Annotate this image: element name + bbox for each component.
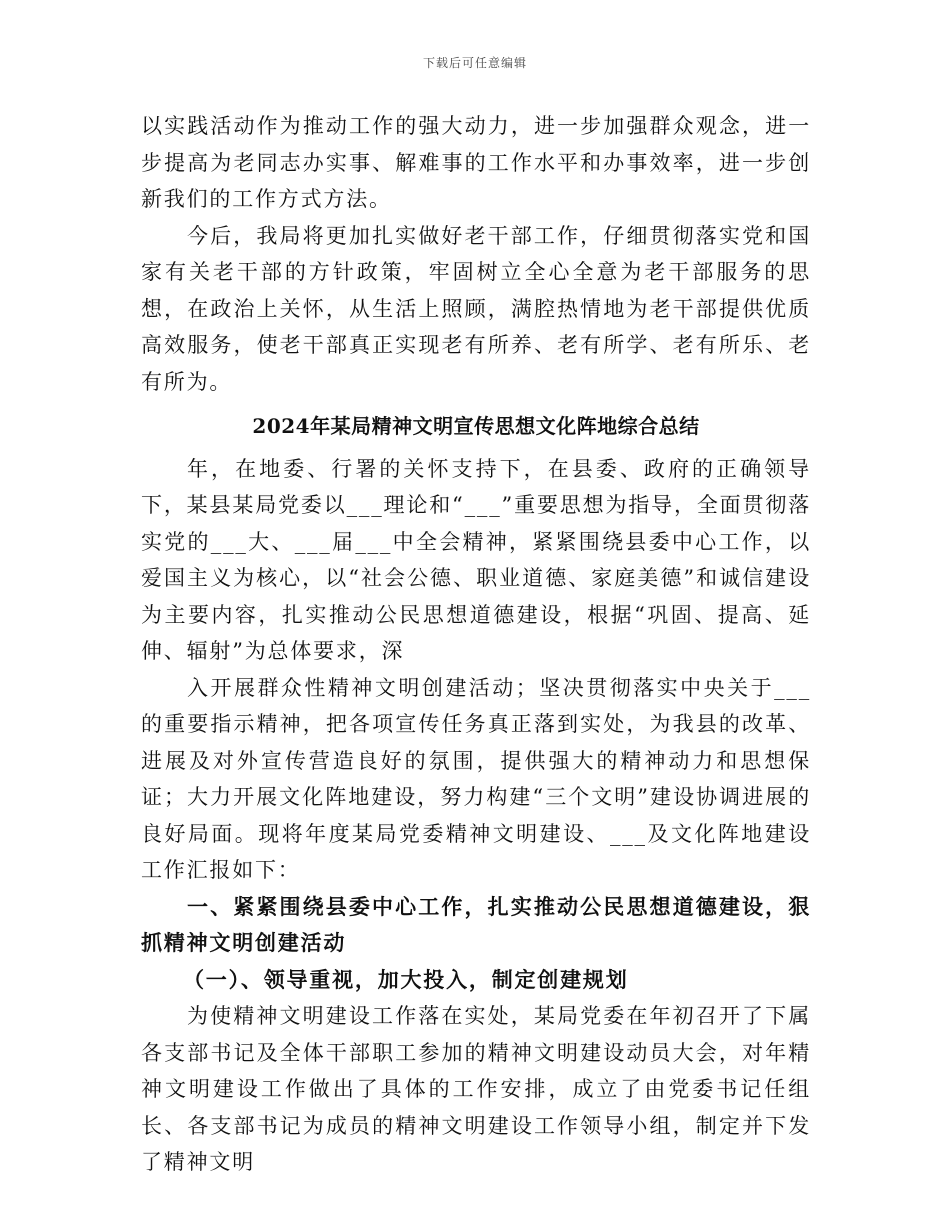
- section-heading-1: 一、紧紧围绕县委中心工作，扎实推动公民思想道德建设，狠抓精神文明创建活动: [141, 893, 811, 955]
- header-note: 下载后可任意编辑: [422, 56, 527, 70]
- paragraph-continuation: 以实践活动作为推动工作的强大动力，进一步加强群众观念，进一步提高为老同志办实事、解难事的工作水平和办事效率，进一步创新我们的工作方式方法。: [141, 114, 811, 211]
- document-body: [141, 108, 811, 1181]
- document-title: 2024年某局精神文明宣传思想文化阵地综合总结: [252, 414, 700, 438]
- paragraph-intro: 年，在地委、行署的关怀支持下，在县委、政府的正确领导下，某县某局党委以___理论和“___”重要思想为指导，全面贯彻落实党的___大、___届___中全会精神，紧紧围绕县委中心工作，以爱国主义为核心，以“社会公德、职业道德、家庭美德”和诚信建设为主要内容，扎实推动公民思想道德建设，根据“巩固、提高、延伸、辐射”为总体要求，深: [141, 456, 811, 663]
- paragraph-subsection-body: 为使精神文明建设工作落在实处，某局党委在年初召开了下属各支部书记及全体干部职工参加的精神文明建设动员大会，对年精神文明建设工作做出了具体的工作安排，成立了由党委书记任组长、各支部书记为成员的精神文明建设工作领导小组，制定并下发了精神文明: [141, 1004, 811, 1174]
- paragraph-intro-continued: 入开展群众性精神文明创建活动；坚决贯彻落实中央关于___的重要指示精神，把各项宣传任务真正落到实处，为我县的改革、进展及对外宣传营造良好的氛围，提供强大的精神动力和思想保证；大力开展文化阵地建设，努力构建“三个文明”建设协调进展的良好局面。现将年度某局党委精神文明建设、___及文化阵地建设工作汇报如下：: [141, 675, 811, 882]
- paragraph-future-plan: 今后，我局将更加扎实做好老干部工作，仔细贯彻落实党和国家有关老干部的方针政策，牢固树立全心全意为老干部服务的思想，在政治上关怀，从生活上照顾，满腔热情地为老干部提供优质高效服务，使老干部真正实现老有所养、老有所学、老有所乐、老有所为。: [141, 223, 811, 394]
- subsection-heading-1: （一）、领导重视，加大投入，制定创建规划: [183, 966, 629, 992]
